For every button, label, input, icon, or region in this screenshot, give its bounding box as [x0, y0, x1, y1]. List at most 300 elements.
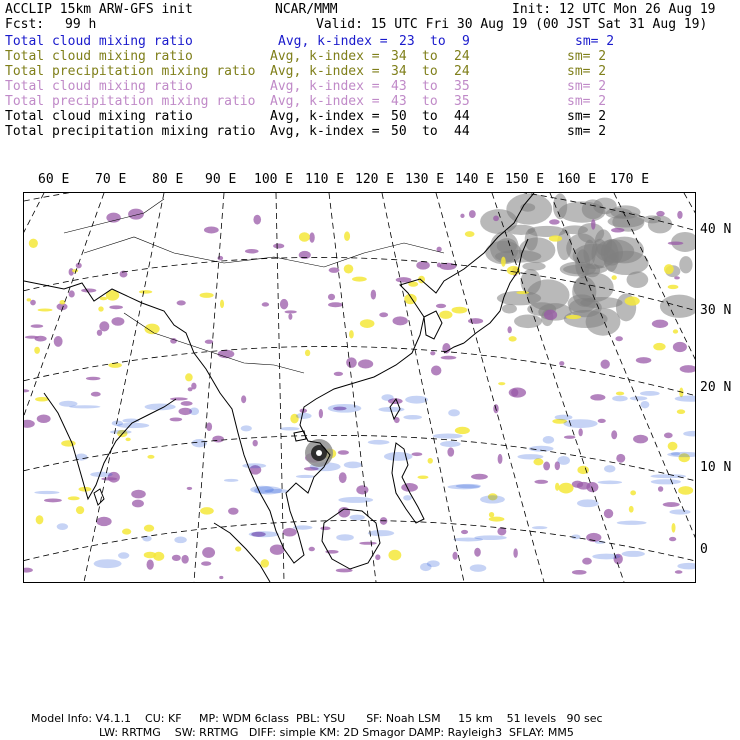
cloud-mid-patch	[428, 458, 433, 464]
cloud-high-patch	[498, 454, 503, 464]
cloud-high-patch	[181, 555, 188, 564]
cloud-high-patch	[507, 326, 511, 333]
cloud-low-patch	[241, 425, 252, 431]
cloud-high-patch	[147, 560, 154, 570]
cloud-high-patch	[460, 214, 464, 218]
cloud-high-patch	[549, 219, 560, 224]
legend-sm-label: sm= 2	[567, 64, 607, 79]
legend-avg-label: Avg, k-index =	[270, 109, 380, 124]
cloud-low-patch	[470, 564, 487, 572]
cloud-high-patch	[219, 576, 223, 579]
cloud-high-patch	[339, 472, 347, 483]
cloud-low-patch	[669, 509, 690, 514]
cloud-high-patch	[346, 357, 357, 368]
cloud-mid-patch	[261, 559, 269, 568]
cloud-low-patch	[671, 452, 680, 455]
legend-to-word: to	[422, 64, 438, 79]
cloud-mid-patch	[452, 307, 468, 314]
cloud-low-patch	[555, 415, 573, 421]
legend-from-value: 34	[391, 64, 407, 79]
cloud-high-patch	[461, 530, 468, 534]
cloud-high-patch	[431, 366, 441, 376]
cloud-high-patch	[544, 310, 557, 320]
cloud-mid-patch	[344, 264, 354, 273]
legend-sm-label: sm= 2	[567, 124, 607, 139]
cloud-high-patch	[245, 249, 259, 253]
cloud-low-patch	[456, 484, 481, 488]
cloud-top-patch	[608, 215, 644, 227]
cloud-low-patch	[517, 454, 543, 459]
cloud-low-patch	[174, 537, 186, 544]
cloud-low-patch	[381, 394, 393, 401]
cloud-low-patch	[249, 531, 279, 537]
latitude-label: 30 N	[700, 303, 732, 318]
cloud-low-patch	[242, 463, 266, 468]
cloud-high-patch	[37, 414, 51, 423]
cloud-low-patch	[90, 472, 113, 477]
cloud-high-patch	[69, 290, 75, 297]
cloud-top-patch	[525, 228, 538, 250]
cloud-high-patch	[309, 232, 314, 242]
legend-avg-label: Avg, k-index =	[270, 79, 380, 94]
cloud-high-patch	[30, 300, 36, 306]
cloud-high-patch	[283, 528, 297, 537]
model-info-line-2: LW: RRTMG SW: RRTMG DIFF: simple KM: 2D Smagor DAMP: Rayleigh3 SFLAY: MM5	[99, 726, 574, 739]
legend-sm-label: sm= 2	[567, 49, 607, 64]
cloud-low-patch	[384, 452, 413, 461]
cloud-low-patch	[405, 396, 428, 404]
cloud-high-patch	[447, 447, 454, 456]
cloud-mid-patch	[629, 506, 634, 513]
cloud-top-patch	[521, 269, 541, 295]
cloud-mid-patch	[299, 232, 310, 242]
cloud-high-patch	[97, 330, 102, 336]
cloud-low-patch	[117, 423, 149, 428]
cloud-high-patch	[611, 228, 624, 233]
cloud-low-patch	[622, 551, 645, 557]
cloud-high-patch	[469, 210, 476, 218]
cloud-high-patch	[262, 302, 269, 306]
legend-to-value: 35	[454, 94, 470, 109]
legend-sm-label: sm= 2	[567, 109, 607, 124]
cloud-mid-patch	[38, 308, 53, 311]
cloud-mid-patch	[98, 306, 103, 311]
legend-sm-label: sm= 2	[567, 94, 607, 109]
legend-field-label: Total cloud mixing ratio	[5, 49, 193, 64]
cloud-high-patch	[253, 440, 258, 447]
legend-field-label: Total precipitation mixing ratio	[5, 94, 256, 109]
cloud-high-patch	[217, 256, 223, 260]
cloud-mid-patch	[360, 319, 375, 328]
cloud-mid-patch	[344, 231, 350, 241]
cloud-low-patch	[224, 479, 238, 482]
longitude-label: 80 E	[152, 172, 184, 187]
model-info-line-1: Model Info: V4.1.1 CU: KF MP: WDM 6class PBL: YSU SF: Noah LSM 15 km 51 levels 90 sec	[31, 712, 603, 725]
cloud-high-patch	[493, 216, 499, 222]
cloud-low-patch	[532, 526, 548, 529]
cloud-low-patch	[563, 419, 597, 428]
longitude-label: 130 E	[405, 172, 445, 187]
cloud-high-patch	[674, 276, 680, 279]
cloud-mid-patch	[533, 458, 543, 465]
org-label: NCAR/MMM	[275, 2, 338, 17]
cloud-high-patch	[170, 417, 183, 421]
cloud-mid-patch	[455, 427, 470, 434]
legend-field-label: Total precipitation mixing ratio	[5, 124, 256, 139]
cloud-high-patch	[359, 542, 377, 545]
longitude-label: 100 E	[254, 172, 294, 187]
cloud-high-patch	[430, 351, 435, 355]
cloud-high-patch	[181, 401, 193, 406]
legend-to-word: to	[422, 109, 438, 124]
cloud-low-patch	[94, 559, 122, 568]
map-panel	[23, 192, 696, 583]
cloud-high-patch	[564, 435, 576, 438]
cloud-high-patch	[81, 288, 96, 292]
cloud-high-patch	[452, 552, 457, 560]
legend-to-word: to	[422, 49, 438, 64]
longitude-label: 170 E	[610, 172, 650, 187]
cloud-high-patch	[371, 290, 376, 300]
cloud-high-patch	[172, 555, 181, 561]
legend-field-label: Total cloud mixing ratio	[5, 109, 193, 124]
cloud-mid-patch	[200, 507, 214, 514]
cloud-high-patch	[673, 342, 687, 352]
cloud-high-patch	[99, 321, 109, 331]
cloud-high-patch	[111, 317, 124, 326]
cloud-mid-patch	[76, 506, 84, 514]
cloud-high-patch	[280, 299, 288, 309]
cloud-high-patch	[131, 490, 146, 499]
forecast-map	[24, 193, 695, 582]
cloud-high-patch	[513, 548, 517, 558]
cloud-low-patch	[336, 534, 354, 541]
cloud-high-patch	[675, 570, 683, 573]
cloud-high-patch	[375, 554, 380, 560]
cloud-mid-patch	[616, 392, 624, 396]
cloud-top-patch	[522, 262, 545, 271]
cloud-high-patch	[106, 213, 120, 223]
cloud-high-patch	[652, 320, 668, 328]
cloud-mid-patch	[185, 373, 193, 381]
cloud-high-patch	[615, 336, 622, 341]
cloud-top-patch	[679, 256, 692, 273]
cloud-high-patch	[91, 392, 101, 397]
longitude-label: 140 E	[455, 172, 495, 187]
latitude-label: 40 N	[700, 222, 732, 237]
cloud-high-patch	[334, 372, 343, 376]
cloud-mid-patch	[509, 336, 517, 341]
cloud-low-patch	[612, 396, 628, 402]
cloud-low-patch	[640, 391, 660, 396]
cloud-high-patch	[559, 361, 564, 366]
cloud-high-patch	[401, 483, 418, 492]
cloud-high-patch	[205, 340, 213, 344]
cloud-high-patch	[396, 277, 412, 282]
cloud-mid-patch	[555, 483, 559, 491]
cloud-low-patch	[57, 523, 68, 530]
cloud-high-patch	[604, 509, 613, 518]
longitude-label: 110 E	[305, 172, 345, 187]
cloud-mid-patch	[559, 483, 574, 494]
cloud-high-patch	[633, 435, 648, 444]
cloud-low-patch	[641, 401, 650, 408]
cloud-mid-patch	[625, 297, 640, 306]
cloud-low-patch	[338, 497, 373, 503]
cloud-high-patch	[177, 300, 186, 305]
cloud-low-patch	[604, 465, 615, 472]
fcst-value: 99 h	[65, 17, 97, 32]
cloud-mid-patch	[566, 315, 581, 319]
cloud-mid-patch	[100, 297, 108, 300]
cloud-high-patch	[572, 570, 587, 575]
legend-from-value: 34	[391, 49, 407, 64]
cloud-mid-patch	[489, 512, 494, 517]
cloud-low-patch	[420, 563, 431, 571]
cloud-low-patch	[189, 408, 199, 416]
cloud-top-patch	[648, 215, 672, 233]
cloud-low-patch	[280, 427, 300, 430]
latitude-label: 10 N	[700, 460, 732, 475]
cloud-mid-patch	[498, 382, 505, 385]
cloud-mid-patch	[125, 438, 130, 442]
cloud-high-patch	[206, 422, 212, 431]
cloud-high-patch	[416, 261, 430, 270]
cloud-low-patch	[350, 515, 365, 521]
cloud-high-patch	[590, 394, 605, 400]
cloud-low-patch	[403, 495, 412, 500]
cloud-mid-patch	[668, 442, 678, 451]
cloud-low-patch	[118, 552, 129, 559]
cloud-high-patch	[611, 430, 617, 439]
cloud-high-patch	[86, 377, 101, 381]
legend-sm-label: sm= 2	[575, 34, 615, 49]
legend-to-value: 24	[454, 49, 470, 64]
cloud-high-patch	[439, 263, 456, 270]
cloud-high-patch	[664, 433, 673, 439]
cloud-low-patch	[403, 415, 422, 420]
cloud-high-patch	[543, 462, 550, 471]
cloud-low-patch	[630, 396, 648, 400]
longitude-label: 60 E	[38, 172, 70, 187]
cloud-high-patch	[132, 500, 144, 508]
cloud-high-patch	[320, 526, 330, 530]
cloud-low-patch	[577, 499, 599, 507]
cloud-mid-patch	[417, 475, 428, 479]
cloud-high-patch	[25, 336, 39, 339]
legend-from-value: 50	[391, 109, 407, 124]
cloud-low-patch	[453, 538, 483, 542]
cloud-low-patch	[557, 456, 570, 465]
model-title: ACCLIP 15km ARW-GFS init	[5, 2, 193, 17]
legend-avg-label: Avg, k-index =	[270, 124, 380, 139]
cloud-high-patch	[288, 313, 292, 320]
cloud-high-patch	[668, 242, 684, 246]
legend-to-value: 9	[462, 34, 470, 49]
legend-to-word: to	[430, 34, 446, 49]
legend-avg-label: Avg, k-index =	[270, 49, 380, 64]
cloud-high-patch	[319, 409, 323, 418]
cloud-high-patch	[212, 436, 224, 443]
cloud-high-patch	[509, 388, 526, 398]
cloud-low-patch	[344, 462, 362, 469]
cloud-mid-patch	[144, 525, 154, 532]
cloud-high-patch	[285, 310, 297, 313]
cloud-mid-patch	[630, 490, 636, 495]
cloud-mid-patch	[27, 298, 31, 301]
cloud-mid-patch	[668, 285, 679, 289]
longitude-label: 150 E	[505, 172, 545, 187]
cloud-high-patch	[601, 360, 610, 369]
cloud-top-patch	[563, 264, 607, 275]
cloud-high-patch	[669, 537, 676, 541]
cloud-high-patch	[128, 209, 144, 220]
cloud-high-patch	[411, 452, 422, 456]
cloud-high-patch	[658, 486, 663, 492]
cloud-high-patch	[358, 359, 373, 368]
cloud-high-patch	[109, 305, 123, 309]
legend-field-label: Total cloud mixing ratio	[5, 79, 193, 94]
legend-avg-label: Avg, k-index =	[270, 64, 380, 79]
longitude-label: 160 E	[557, 172, 597, 187]
cloud-mid-patch	[34, 347, 40, 354]
longitude-label: 120 E	[355, 172, 395, 187]
cloud-top-patch	[573, 272, 613, 302]
cloud-mid-patch	[516, 291, 529, 294]
cloud-high-patch	[54, 336, 63, 347]
cloud-mid-patch	[36, 515, 44, 524]
longitude-label: 70 E	[95, 172, 127, 187]
latitude-label: 20 N	[700, 380, 732, 395]
cloud-high-patch	[356, 485, 368, 494]
cloud-high-patch	[663, 502, 680, 507]
cloud-high-patch	[273, 244, 284, 249]
cloud-high-patch	[591, 219, 595, 229]
cloud-high-patch	[31, 324, 44, 328]
cloud-high-patch	[202, 547, 215, 558]
latitude-label: 0	[700, 542, 708, 557]
cloud-low-patch	[440, 441, 461, 447]
cloud-high-patch	[582, 558, 592, 565]
cloud-low-patch	[328, 404, 362, 413]
legend-from-value: 43	[391, 79, 407, 94]
cloud-top-patch	[514, 314, 542, 328]
cloud-high-patch	[598, 419, 606, 423]
legend-field-label: Total cloud mixing ratio	[5, 34, 193, 49]
cloud-high-patch	[187, 487, 192, 490]
cloud-high-patch	[656, 211, 664, 217]
cloud-high-patch	[436, 304, 446, 308]
cloud-mid-patch	[68, 496, 80, 500]
cloud-high-patch	[201, 561, 211, 565]
cloud-mid-patch	[388, 550, 401, 561]
cloud-high-patch	[468, 318, 483, 324]
cloud-low-patch	[296, 475, 315, 478]
valid-time: Valid: 15 UTC Fri 30 Aug 19 (00 JST Sat 31 Aug 19)	[316, 17, 708, 32]
cloud-low-patch	[368, 440, 390, 445]
legend-from-value: 23	[399, 34, 415, 49]
cloud-mid-patch	[672, 523, 676, 533]
cloud-low-patch	[543, 436, 554, 444]
cloud-mid-patch	[678, 486, 693, 495]
cloud-mid-patch	[29, 239, 38, 248]
cloud-low-patch	[480, 495, 505, 503]
cloud-low-patch	[448, 409, 460, 416]
cloud-mid-patch	[549, 235, 562, 241]
cloud-mid-patch	[61, 440, 75, 446]
cloud-high-patch	[44, 498, 62, 502]
legend-avg-label: Avg, k-index =	[270, 94, 380, 109]
cloud-mid-patch	[235, 546, 241, 551]
longitude-label: 90 E	[205, 172, 237, 187]
cloud-high-patch	[577, 482, 591, 490]
cloud-mid-patch	[612, 275, 617, 280]
cloud-mid-patch	[305, 350, 310, 357]
cloud-low-patch	[433, 433, 463, 438]
cloud-mid-patch	[220, 300, 224, 308]
cloud-mid-patch	[465, 231, 475, 237]
legend-to-word: to	[422, 79, 438, 94]
cloud-mid-patch	[352, 277, 367, 282]
cloud-low-patch	[296, 413, 312, 419]
cloud-high-patch	[437, 263, 441, 268]
cloud-low-patch	[34, 491, 59, 494]
cloud-high-patch	[309, 547, 315, 551]
fcst-label: Fcst:	[5, 17, 45, 32]
cloud-low-patch	[598, 481, 622, 485]
cloud-mid-patch	[122, 529, 131, 535]
legend-to-word: to	[422, 94, 438, 109]
cloud-high-patch	[241, 395, 246, 403]
legend-field-label: Total precipitation mixing ratio	[5, 64, 256, 79]
cloud-mid-patch	[439, 311, 452, 319]
typhoon-eye	[316, 450, 322, 456]
cloud-high-patch	[328, 302, 343, 307]
cloud-low-patch	[617, 521, 647, 525]
cloud-high-patch	[441, 356, 457, 360]
cloud-top-patch	[553, 193, 567, 219]
cloud-high-patch	[393, 316, 408, 325]
cloud-mid-patch	[664, 264, 674, 274]
legend-from-value: 50	[391, 124, 407, 139]
cloud-high-patch	[228, 508, 238, 515]
cloud-high-patch	[170, 397, 188, 400]
cloud-high-patch	[328, 294, 335, 300]
cloud-low-patch	[69, 405, 100, 408]
cloud-top-patch	[502, 304, 517, 314]
cloud-mid-patch	[349, 330, 354, 338]
cloud-mid-patch	[144, 552, 156, 559]
cloud-high-patch	[578, 428, 582, 436]
init-time: Init: 12 UTC Mon 26 Aug 19	[512, 2, 716, 17]
cloud-mid-patch	[673, 329, 678, 333]
cloud-mid-patch	[59, 300, 65, 304]
legend-avg-label: Avg, k-index =	[278, 34, 388, 49]
cloud-low-patch	[592, 554, 620, 560]
cloud-high-patch	[636, 357, 652, 363]
cloud-high-patch	[379, 312, 388, 317]
cloud-high-patch	[474, 548, 481, 557]
legend-to-value: 44	[454, 109, 470, 124]
cloud-low-patch	[110, 430, 132, 434]
cloud-high-patch	[253, 215, 261, 225]
cloud-low-patch	[368, 530, 394, 536]
legend-to-word: to	[422, 124, 438, 139]
cloud-high-patch	[677, 211, 682, 219]
cloud-top-patch	[586, 308, 621, 336]
cloud-high-patch	[204, 227, 219, 234]
cloud-high-patch	[534, 480, 548, 484]
